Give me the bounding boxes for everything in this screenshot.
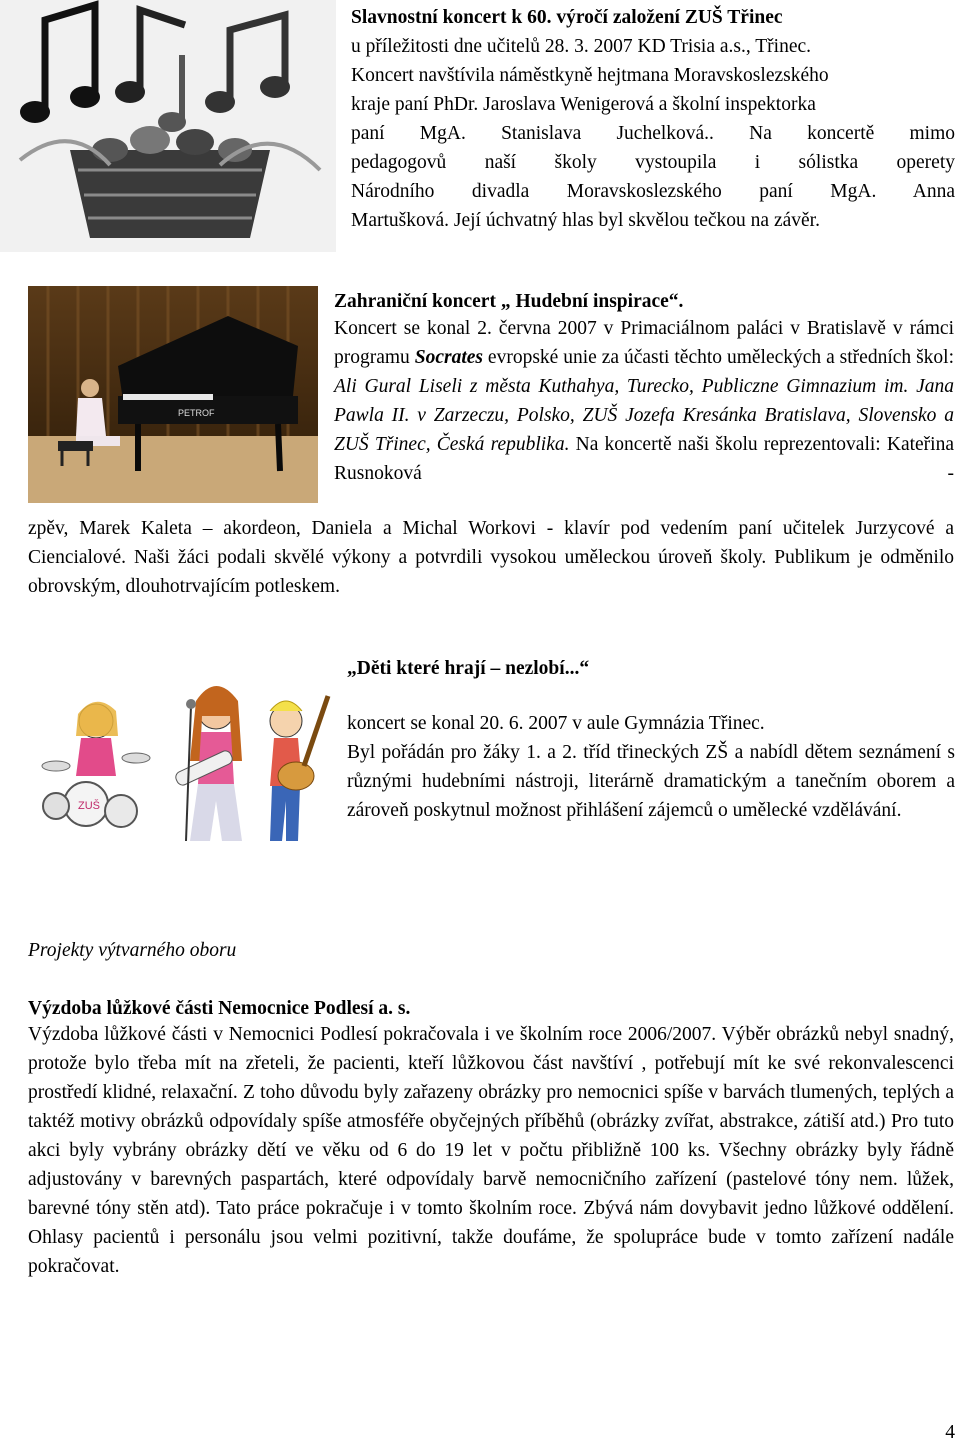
section1-title: Slavnostní koncert k 60. výročí založení ZUŠ Třinec bbox=[351, 7, 783, 28]
schools-list: Ali Gural Liseli z města Kuthahya, Turecko, Publiczne Gimnazium im. Jana Pawla II. v Zarzeczu, Polsko, ZUŠ Jozefa Kresánka Bratislava, Slovensko a ZUŠ Třinec, Česká republika. bbox=[334, 376, 954, 455]
section3-line-1: koncert se konal 20. 6. 2007 v aule Gymnázia Třinec. bbox=[347, 713, 765, 734]
section2-title: Zahraniční koncert „ Hudební inspirace“. bbox=[334, 291, 684, 312]
section5-body: Výzdoba lůžkové části v Nemocnici Podlesí pokračovala i ve školním roce 2006/2007. Výběr obrázků nebyl snadný, protože bylo třeba mít na zřeteli, že pacienti, kteří lůžkovou část navštíví , potřebují mít ke své rekonvalescenci prostředí klidné, relaxační. Z toho důvodu byly zařazeny obrázky pro nemocnici spíše v barvách tlumených, teplých a taktéž motivy obrázků odpovídaly spíše atmosféře obyčejných příběhů (obrázky zvířat, abstrakce, zátiší atd.) Pro tuto akci byly vybrány obrázky dětí ve věku od 6 do 19 let v počtu přibližně 100 ks. Všechny obrázky byly řádně adjustovány v barevných paspartách, které odpovídaly barvě nemocničního zařízení (pastelové tóny nem. lůžek, barevné tóny stěn atd). Tato práce pokračuje i v tomto školním roce. Zbývá nám dovybavit jedno lůžkové oddělení. Ohlasy pacientů i personálu jsou velmi pozitivní, takže doufáme, že spolupráce bude v tomto zařízení nadále pokračovat. bbox=[28, 1024, 954, 1277]
section1-line-6: Národního divadla Moravskoslezského paní MgA. Anna bbox=[351, 181, 955, 202]
socrates-label: Socrates bbox=[414, 347, 483, 368]
piano-performance-photo bbox=[28, 286, 318, 503]
page-number: 4 bbox=[945, 1422, 955, 1443]
cartoon-band-image bbox=[36, 666, 336, 846]
section5-title: Výzdoba lůžkové části Nemocnice Podlesí a. s. bbox=[28, 998, 411, 1019]
svg-text:ZUŠ: ZUŠ bbox=[78, 800, 100, 812]
section3-paragraph: Byl pořádán pro žáky 1. a 2. tříd třineckých ZŠ a nabídl dětem seznámení s různými hudebními nástroji, literárně dramatickým a tanečním oborem a zároveň poskytnul možnost přihlášení zájemců o umělecké vzdělávání. bbox=[347, 742, 955, 821]
section1-line-3: kraje paní PhDr. Jaroslava Wenigerová a školní inspektorka bbox=[351, 94, 816, 115]
section1-line-5: pedagogovů naší školy vystoupila i sólistka operety bbox=[351, 152, 955, 173]
svg-text:PETROF: PETROF bbox=[178, 408, 215, 418]
section-concert-60-years bbox=[351, 3, 955, 235]
section3-body bbox=[347, 709, 955, 825]
cartoon-band-icon bbox=[36, 666, 336, 846]
music-notes-bouquet-image bbox=[0, 0, 336, 252]
section-heading-projects: Projekty výtvarného oboru bbox=[28, 940, 237, 961]
section1-line-7: Martušková. Její úchvatný hlas byl skvělou tečkou na závěr. bbox=[351, 210, 820, 231]
section2-paragraph-part1: Koncert se konal 2. června 2007 v Primaciálnom paláci v Bratislavě v rámci programu Socrates evropské unie za účasti těchto uměleckých a středních škol: Ali Gural Liseli z města Kuthahya, Turecko, Publiczne Gimnazium im. Jana Pawla II. v Zarzeczu, Polsko, ZUŠ Jozefa Kresánka Bratislava, Slovensko a ZUŠ Třinec, Česká republika. Na koncertě naši školu reprezentovali: Kateřina Rusnoková - bbox=[334, 318, 955, 484]
music-notes-bouquet-icon bbox=[0, 0, 336, 252]
section3-title: „Děti které hrají – nezlobí...“ bbox=[347, 658, 590, 679]
piano-performance-photo-icon bbox=[28, 286, 318, 503]
section1-line-4: paní MgA. Stanislava Juchelková.. Na koncertě mimo bbox=[351, 123, 955, 144]
section1-line-2: Koncert navštívila náměstkyně hejtmana Moravskoslezského bbox=[351, 65, 829, 86]
section1-line-1: u příležitosti dne učitelů 28. 3. 2007 KD Trisia a.s., Třinec. bbox=[351, 36, 812, 57]
section2-paragraph-part2: zpěv, Marek Kaleta – akordeon, Daniela a Michal Workovi - klavír pod vedením paní učitelek Jurzycové a Ciencialové. Naši žáci podali skvělé výkony a potvrdili vysokou uměleckou úroveň školy. Publikum je odměnilo obrovským, dlouhotrvajícím potleskem. bbox=[28, 518, 954, 597]
